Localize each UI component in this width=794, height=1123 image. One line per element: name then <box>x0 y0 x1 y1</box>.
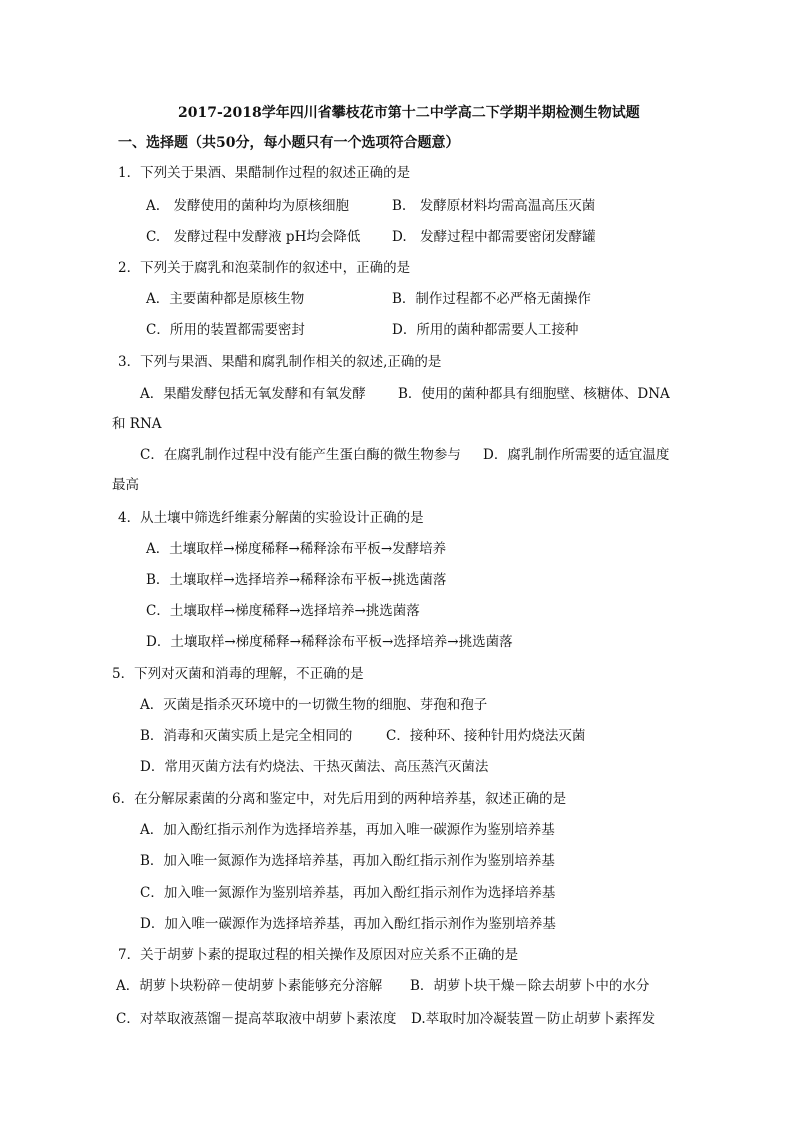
question-5-option-c: C．接种环、接种针用灼烧法灭菌 <box>386 728 586 744</box>
question-2-option-a: A．主要菌种都是原核生物 <box>146 291 305 307</box>
question-6-option-d: D．加入唯一碳源作为选择培养基，再加入酚红指示剂作为鉴别培养基 <box>140 916 556 932</box>
question-5-option-d: D．常用灭菌方法有灼烧法、干热灭菌法、高压蒸汽灭菌法 <box>140 759 489 775</box>
question-6-option-a: A．加入酚红指示剂作为选择培养基，再加入唯一碳源作为鉴别培养基 <box>140 822 555 838</box>
question-7-option-d: D.萃取时加冷凝装置－防止胡萝卜素挥发 <box>411 1011 656 1027</box>
question-3-option-d: D．腐乳制作所需要的适宜温度 <box>483 447 670 463</box>
question-4-option-a: A．土壤取样→梯度稀释→稀释涂布平板→发酵培养 <box>146 541 447 557</box>
document-title: 2017-2018学年四川省攀枝花市第十二中学高二下学期半期检测生物试题 <box>178 105 640 121</box>
question-7-option-b: B．胡萝卜块干燥－除去胡萝卜中的水分 <box>410 978 650 994</box>
question-6-option-b: B．加入唯一氮源作为选择培养基，再加入酚红指示剂作为鉴别培养基 <box>140 853 555 869</box>
question-6-stem: 6．在分解尿素菌的分离和鉴定中，对先后用到的两种培养基，叙述正确的是 <box>112 791 567 807</box>
question-2-stem: 2．下列关于腐乳和泡菜制作的叙述中，正确的是 <box>118 260 411 276</box>
question-1-option-a: A. 发酵使用的菌种均为原核细胞 <box>146 198 350 214</box>
question-4-option-b: B．土壤取样→选择培养→稀释涂布平板→挑选菌落 <box>146 572 447 588</box>
question-3-option-b: B．使用的菌种都具有细胞壁、核糖体、DNA <box>398 386 670 402</box>
question-2-option-c: C．所用的装置都需要密封 <box>146 322 305 338</box>
question-1-stem: 1．下列关于果酒、果醋制作过程的叙述正确的是 <box>118 165 411 181</box>
section-heading: 一、选择题（共50分，每小题只有一个选项符合题意） <box>118 135 460 151</box>
question-7-option-a: A．胡萝卜块粉碎－使胡萝卜素能够充分溶解 <box>116 978 383 994</box>
question-3-option-a: A．果醋发酵包括无氧发酵和有氧发酵 <box>140 386 366 402</box>
question-1-option-c: C. 发酵过程中发酵液 pH均会降低 <box>146 229 361 245</box>
question-5-option-a: A．灭菌是指杀灭环境中的一切微生物的细胞、芽孢和孢子 <box>140 697 488 713</box>
question-4-stem: 4．从土壤中筛选纤维素分解菌的实验设计正确的是 <box>118 510 424 526</box>
question-4-option-d: D．土壤取样→梯度稀释→稀释涂布平板→选择培养→挑选菌落 <box>146 634 513 650</box>
question-4-option-c: C．土壤取样→梯度稀释→选择培养→挑选菌落 <box>146 603 420 619</box>
question-3-stem: 3．下列与果酒、果醋和腐乳制作相关的叙述,正确的是 <box>118 354 442 370</box>
question-3-option-b-continued: 和 RNA <box>112 416 162 432</box>
question-3-option-c: C．在腐乳制作过程中没有能产生蛋白酶的微生物参与 <box>140 447 461 463</box>
question-3-option-d-continued: 最高 <box>112 477 139 493</box>
question-7-option-c: C．对萃取液蒸馏－提高萃取液中胡萝卜素浓度 <box>116 1011 397 1027</box>
question-5-option-b: B．消毒和灭菌实质上是完全相同的 <box>140 728 353 744</box>
question-2-option-d: D．所用的菌种都需要人工接种 <box>392 322 579 338</box>
question-1-option-d: D. 发酵过程中都需要密闭发酵罐 <box>392 229 596 245</box>
question-6-option-c: C．加入唯一氮源作为鉴别培养基，再加入酚红指示剂作为选择培养基 <box>140 885 556 901</box>
question-2-option-b: B．制作过程都不必严格无菌操作 <box>392 291 591 307</box>
question-1-option-b: B. 发酵原材料均需高温高压灭菌 <box>392 198 596 214</box>
question-7-stem: 7．关于胡萝卜素的提取过程的相关操作及原因对应关系不正确的是 <box>118 947 519 963</box>
question-5-stem: 5．下列对灭菌和消毒的理解，不正确的是 <box>112 666 364 682</box>
